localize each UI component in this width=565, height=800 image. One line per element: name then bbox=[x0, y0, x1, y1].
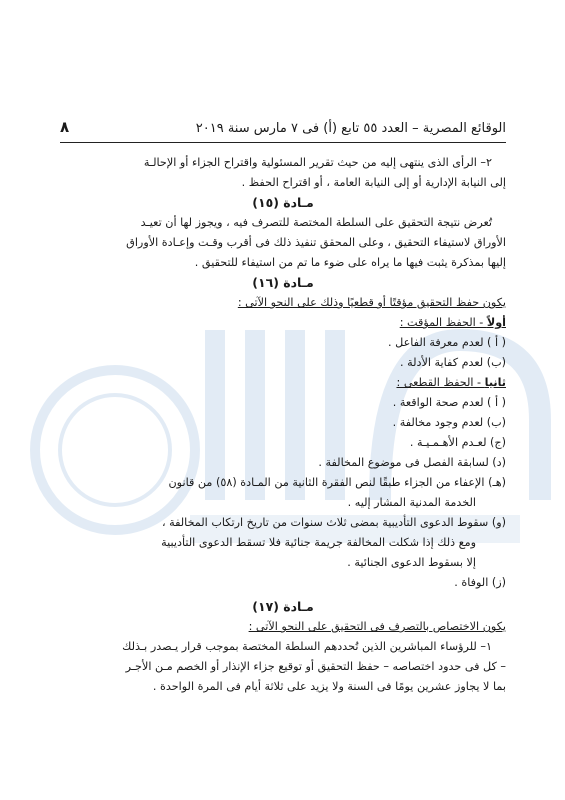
first-item-a: ( أ ) لعدم معرفة الفاعل . bbox=[388, 336, 506, 349]
second-item-w-line1: (و) سقوط الدعوى التأديبية بمضى ثلاث سنوات من تاريخ ارتكاب المخالفة ، bbox=[161, 516, 506, 529]
first-item-b: (ب) لعدم كفاية الأدلة . bbox=[399, 356, 506, 369]
second-item-d: (د) لسابقة الفصل فى موضوع المخالفة . bbox=[318, 456, 506, 469]
article17-line2: – كل فى حدود اختصاصه – حفظ التحقيق أو توقيع جزاء الإنذار أو الخصم مـن الأجـر bbox=[125, 660, 506, 673]
article17-line1: ١– للرؤساء المباشرين الذين تُحددهم السلطة المختصة بموجب قرار يـصدر بـذلك bbox=[122, 640, 492, 653]
page-header bbox=[60, 118, 506, 143]
article16-intro: يكون حفظ التحقيق مؤقتًا أو قطعيًا وذلك على النحو الآتى : bbox=[237, 296, 506, 309]
article17-intro: يكون الاختصاص بالتصرف فى التحقيق على النحو الآتى : bbox=[248, 620, 506, 633]
article15-line1: تُعرض نتيجة التحقيق على السلطة المختصة للتصرف فيه ، ويجوز لها أن تعيـد bbox=[140, 216, 492, 229]
article17-line3: بما لا يجاوز عشرين يومًا فى السنة ولا يزيد على ثلاثة أيام فى المرة الواحدة . bbox=[152, 680, 506, 693]
gazette-title: الوقائع المصرية – العدد ٥٥ تابع (أ) فى ٧ مارس سنة ٢٠١٩ bbox=[195, 121, 506, 136]
second-item-w-line2: ومع ذلك إذا شكلت المخالفة جريمة جنائية فلا تسقط الدعوى التأديبية bbox=[161, 536, 476, 549]
item2-line1: ٢– الرأى الذى ينتهى إليه من حيث تقرير المسئولية واقتراح الجزاء أو الإحالـة bbox=[143, 156, 492, 169]
page-number: ٨ bbox=[60, 118, 70, 136]
article15-title: مـادة (١٥) bbox=[252, 195, 314, 210]
second-text: - الحفظ القطعى : bbox=[396, 376, 485, 389]
page-content bbox=[60, 118, 506, 697]
second-item-h-line2: الخدمة المدنية المشار إليه . bbox=[347, 496, 476, 509]
second-item-a: ( أ ) لعدم صحة الواقعة . bbox=[392, 396, 506, 409]
first-label: أولاً bbox=[486, 316, 506, 329]
article16-title: مـادة (١٦) bbox=[252, 275, 314, 290]
second-item-w-line3: إلا بسقوط الدعوى الجنائية . bbox=[347, 556, 476, 569]
article15-line2: الأوراق لاستيفاء التحقيق ، وعلى المحقق تنفيذ ذلك فى أقرب وقـت وإعـادة الأوراق bbox=[126, 236, 506, 249]
article15-line3: إليها بمذكرة يثبت فيها ما يراه على ضوء ما تم من استيفاء للتحقيق . bbox=[194, 256, 506, 269]
second-heading bbox=[60, 373, 506, 393]
second-item-b: (ب) لعدم وجود مخالفة . bbox=[392, 416, 506, 429]
item2-line2: إلى النيابة الإدارية أو إلى النيابة العامة ، أو اقتراح الحفظ . bbox=[241, 176, 506, 189]
second-item-c: (ج) لعـدم الأهـمـيـة . bbox=[409, 436, 506, 449]
second-item-h-line1: (هـ) الإعفاء من الجزاء طبقًا لنص الفقرة الثانية من المـادة (٥٨) من قانون bbox=[168, 476, 506, 489]
first-heading bbox=[60, 313, 506, 333]
first-text: - الحفظ المؤقت : bbox=[399, 316, 487, 329]
second-label: ثانيا bbox=[484, 376, 506, 389]
article17-title: مـادة (١٧) bbox=[252, 599, 314, 614]
second-item-z: (ز) الوفاة . bbox=[454, 576, 506, 589]
